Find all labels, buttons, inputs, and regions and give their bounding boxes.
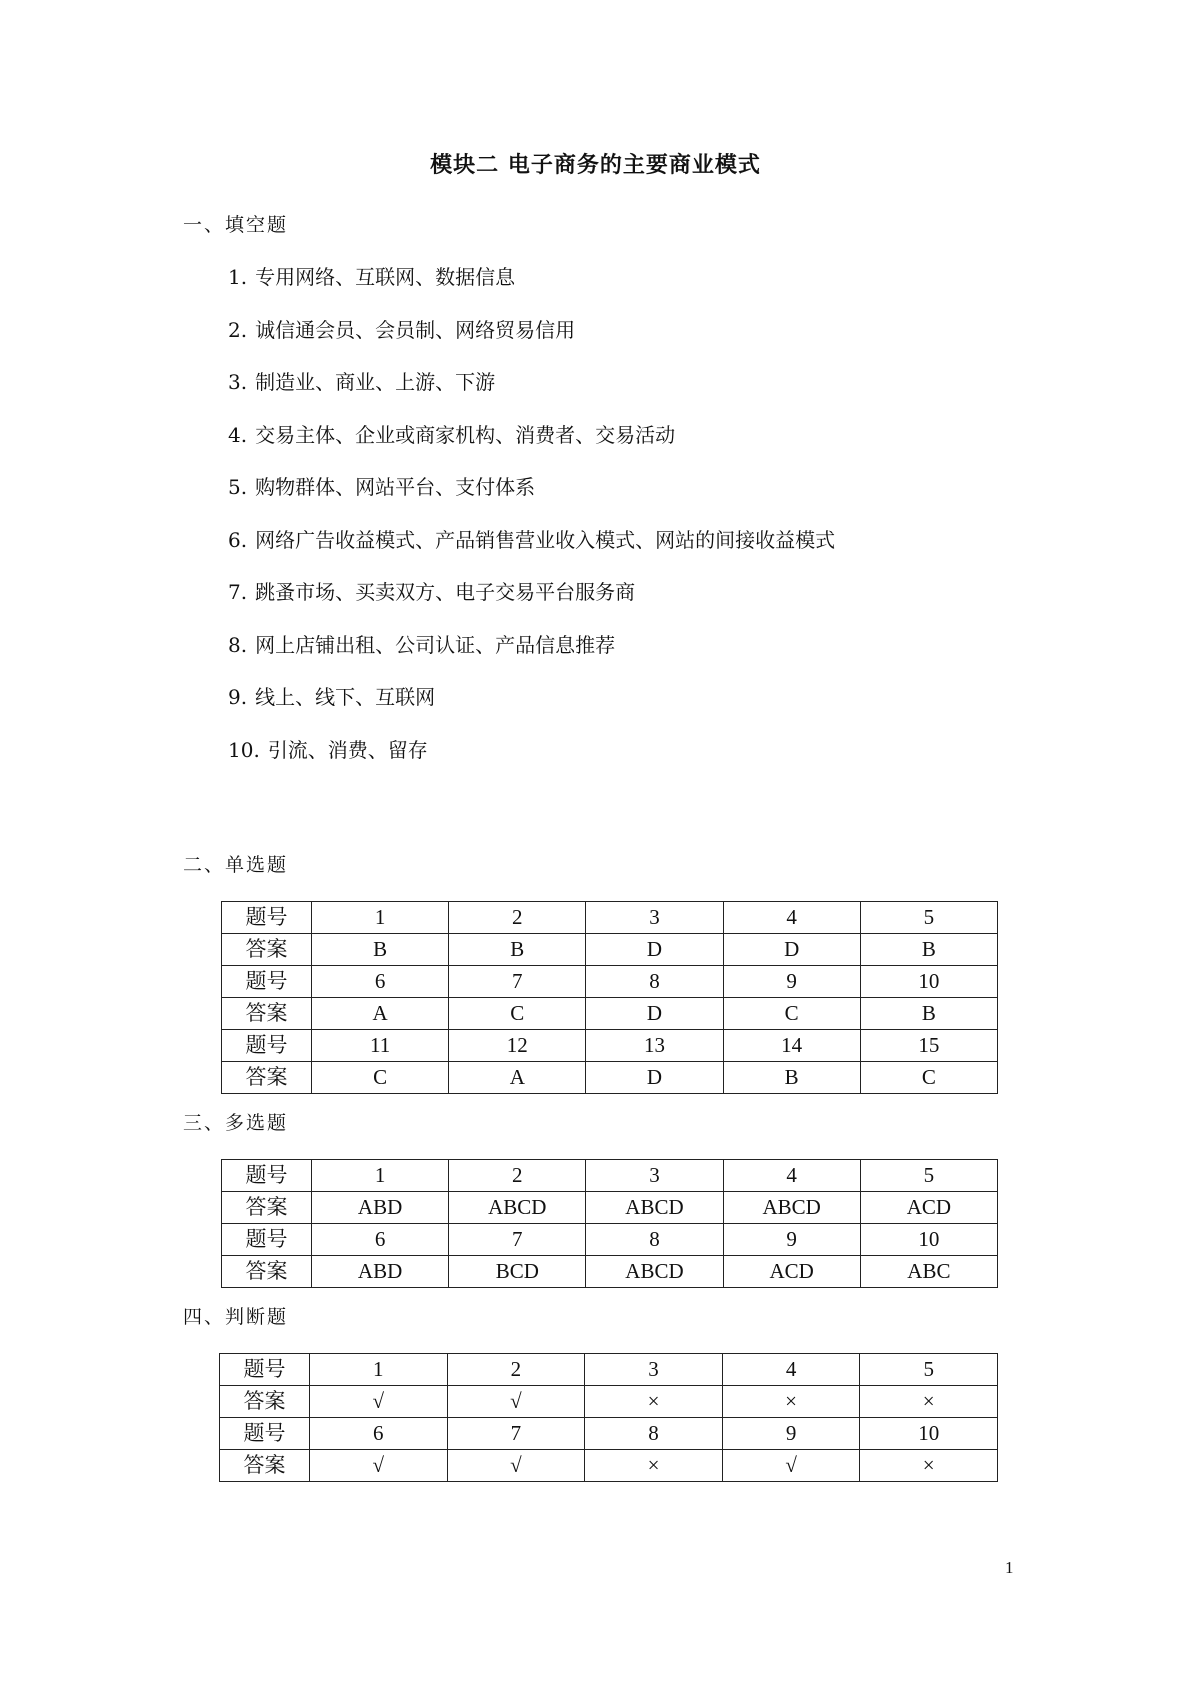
row-label: 答案 <box>220 1450 310 1482</box>
section-heading-multi-choice: 三、多选题 <box>183 1112 289 1134</box>
table-cell: A <box>312 998 449 1030</box>
table-cell: ACD <box>860 1192 997 1224</box>
table-row <box>222 998 998 1030</box>
item-number: 8. <box>228 632 248 657</box>
table-cell: 13 <box>586 1030 723 1062</box>
list-item <box>228 420 835 473</box>
table-cell: √ <box>447 1386 585 1418</box>
table-cell: 10 <box>860 1418 998 1450</box>
row-label: 题号 <box>222 902 312 934</box>
item-text: 引流、消费、留存 <box>267 737 428 762</box>
list-item <box>228 735 835 788</box>
item-text: 网络广告收益模式、产品销售营业收入模式、网站的间接收益模式 <box>255 527 836 552</box>
table-row <box>222 966 998 998</box>
table-cell: ABCD <box>586 1192 723 1224</box>
table-cell: 12 <box>449 1030 586 1062</box>
table-cell: 9 <box>722 1418 860 1450</box>
row-label: 题号 <box>222 1224 312 1256</box>
table-cell: 14 <box>723 1030 860 1062</box>
item-number: 9. <box>228 685 248 709</box>
list-item <box>228 682 835 735</box>
section-heading-fill-blank: 一、填空题 <box>183 214 289 236</box>
list-item <box>228 630 835 683</box>
table-cell: 2 <box>449 1160 586 1192</box>
table-row <box>220 1386 998 1418</box>
section-heading-true-false: 四、判断题 <box>183 1306 289 1328</box>
table-cell: 3 <box>586 1160 723 1192</box>
table-cell: D <box>586 934 723 966</box>
table-cell: 7 <box>449 1224 586 1256</box>
table-cell: 5 <box>860 1160 997 1192</box>
table-cell: A <box>449 1062 586 1094</box>
table-cell: 1 <box>312 902 449 934</box>
table-cell: √ <box>722 1450 860 1482</box>
table-cell: 5 <box>860 1354 998 1386</box>
section-heading-single-choice: 二、单选题 <box>183 854 289 876</box>
item-text: 交易主体、企业或商家机构、消费者、交易活动 <box>255 422 676 447</box>
table-cell: B <box>723 1062 860 1094</box>
table-cell: 7 <box>449 966 586 998</box>
table-row <box>222 902 998 934</box>
table-cell: √ <box>310 1450 448 1482</box>
table-cell: 4 <box>723 1160 860 1192</box>
item-text: 制造业、商业、上游、下游 <box>255 370 496 394</box>
single-choice-table <box>221 901 998 1094</box>
table-row <box>222 1192 998 1224</box>
page-number: 1 <box>1005 1558 1014 1577</box>
row-label: 答案 <box>222 1192 312 1224</box>
table-cell: × <box>585 1450 723 1482</box>
table-cell: B <box>860 934 997 966</box>
table-cell: B <box>449 934 586 966</box>
row-label: 题号 <box>222 1160 312 1192</box>
list-item <box>228 367 835 420</box>
item-number: 3. <box>228 370 248 394</box>
table-cell: ABCD <box>449 1192 586 1224</box>
table-cell: 6 <box>312 966 449 998</box>
list-item <box>228 262 835 315</box>
table-cell: 11 <box>312 1030 449 1062</box>
table-row <box>220 1418 998 1450</box>
table-cell: 2 <box>449 902 586 934</box>
table-cell: 8 <box>586 966 723 998</box>
table-cell: ABCD <box>723 1192 860 1224</box>
table-cell: B <box>312 934 449 966</box>
row-label: 题号 <box>222 966 312 998</box>
table-cell: ABD <box>312 1192 449 1224</box>
table-cell: 10 <box>860 1224 997 1256</box>
table-cell: 9 <box>723 1224 860 1256</box>
row-label: 答案 <box>222 998 312 1030</box>
table-cell: 3 <box>586 902 723 934</box>
table-row <box>222 1256 998 1288</box>
table-cell: 6 <box>312 1224 449 1256</box>
table-cell: C <box>860 1062 997 1094</box>
table-cell: 1 <box>312 1160 449 1192</box>
page-title: 模块二 电子商务的主要商业模式 <box>430 153 761 178</box>
table-row <box>222 934 998 966</box>
item-number: 4. <box>228 422 248 447</box>
list-item <box>228 577 835 630</box>
row-label: 答案 <box>222 1256 312 1288</box>
item-text: 网上店铺出租、公司认证、产品信息推荐 <box>255 632 616 657</box>
item-number: 6. <box>228 527 248 552</box>
table-cell: 8 <box>585 1418 723 1450</box>
table-cell: 7 <box>447 1418 585 1450</box>
table-row <box>222 1062 998 1094</box>
table-cell: × <box>860 1386 998 1418</box>
table-cell: C <box>723 998 860 1030</box>
table-row <box>220 1450 998 1482</box>
table-cell: 15 <box>860 1030 997 1062</box>
table-cell: √ <box>447 1450 585 1482</box>
table-cell: ABCD <box>586 1256 723 1288</box>
table-cell: × <box>722 1386 860 1418</box>
item-text: 诚信通会员、会员制、网络贸易信用 <box>255 317 576 342</box>
table-row <box>222 1030 998 1062</box>
row-label: 答案 <box>222 934 312 966</box>
item-text: 购物群体、网站平台、支付体系 <box>255 475 536 499</box>
list-item <box>228 472 835 525</box>
true-false-table <box>219 1353 998 1482</box>
multi-choice-table <box>221 1159 998 1288</box>
table-row <box>222 1160 998 1192</box>
table-cell: C <box>449 998 586 1030</box>
table-cell: × <box>585 1386 723 1418</box>
item-number: 1. <box>228 265 248 289</box>
table-row <box>220 1354 998 1386</box>
row-label: 题号 <box>222 1030 312 1062</box>
row-label: 答案 <box>222 1062 312 1094</box>
item-text: 专用网络、互联网、数据信息 <box>255 265 516 289</box>
table-cell: 4 <box>723 902 860 934</box>
table-cell: 1 <box>310 1354 448 1386</box>
table-cell: 3 <box>585 1354 723 1386</box>
item-number: 5. <box>228 475 248 499</box>
table-cell: ACD <box>723 1256 860 1288</box>
table-cell: 9 <box>723 966 860 998</box>
table-cell: D <box>586 998 723 1030</box>
table-cell: 10 <box>860 966 997 998</box>
item-number: 2. <box>228 317 248 342</box>
table-cell: ABC <box>860 1256 997 1288</box>
table-cell: D <box>586 1062 723 1094</box>
row-label: 题号 <box>220 1354 310 1386</box>
item-text: 线上、线下、互联网 <box>255 685 436 709</box>
item-number: 10. <box>228 737 260 762</box>
table-row <box>222 1224 998 1256</box>
list-item <box>228 525 835 578</box>
table-cell: BCD <box>449 1256 586 1288</box>
table-cell: 4 <box>722 1354 860 1386</box>
table-cell: 8 <box>586 1224 723 1256</box>
table-cell: 5 <box>860 902 997 934</box>
item-number: 7. <box>228 580 248 604</box>
row-label: 题号 <box>220 1418 310 1450</box>
list-item <box>228 315 835 368</box>
table-cell: 6 <box>310 1418 448 1450</box>
table-cell: × <box>860 1450 998 1482</box>
table-cell: 2 <box>447 1354 585 1386</box>
table-cell: ABD <box>312 1256 449 1288</box>
table-cell: D <box>723 934 860 966</box>
fill-blank-list <box>228 262 835 787</box>
item-text: 跳蚤市场、买卖双方、电子交易平台服务商 <box>255 580 636 604</box>
table-cell: C <box>312 1062 449 1094</box>
table-cell: √ <box>310 1386 448 1418</box>
row-label: 答案 <box>220 1386 310 1418</box>
table-cell: B <box>860 998 997 1030</box>
